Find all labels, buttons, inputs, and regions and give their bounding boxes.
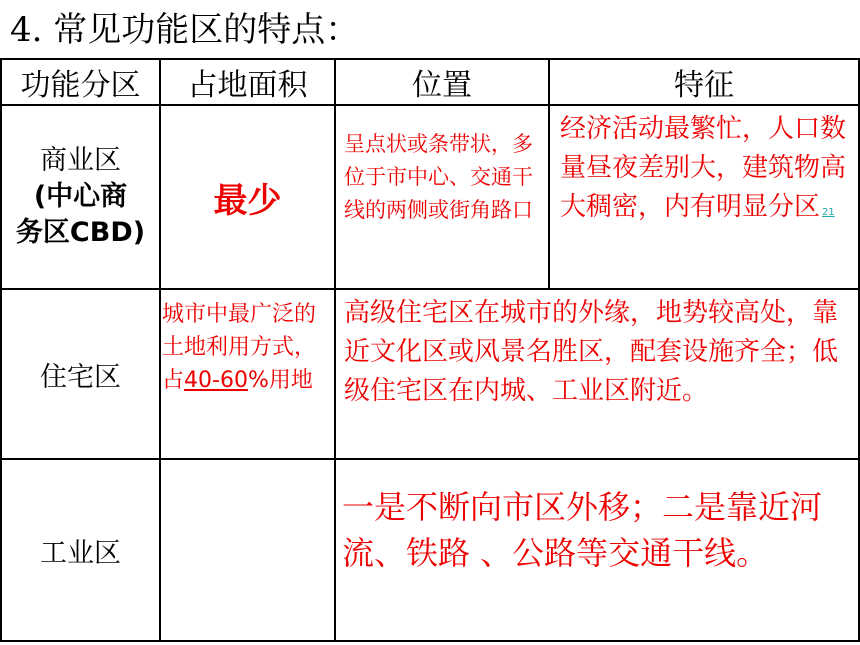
page-title: 4. 常见功能区的特点： (10, 10, 360, 50)
area-residential (162, 298, 333, 450)
location-commercial: 呈点状或条带状，多位于市中心、交通干线的两侧或街角路口 (344, 132, 533, 222)
zone-commercial-line: 商业区 (40, 145, 121, 176)
features-commercial-text: 经济活动最繁忙，人口数量昼夜差别大，建筑物高大稠密，内有明显分区 (560, 114, 847, 222)
zone-commercial (2, 106, 159, 288)
area-commercial: 最少 (213, 180, 282, 221)
header-area: 占地面积 (187, 68, 308, 103)
features-commercial (560, 110, 856, 286)
area-residential-suffix: %用地 (247, 368, 313, 393)
table-col-divider (334, 58, 336, 642)
footnote-number: 21 (822, 207, 835, 218)
area-residential-text: 城市中最广泛的土地利用方式，占 (162, 302, 317, 393)
features-residential: 高级住宅区在城市的外缘，地势较高处，靠近文化区或风景名胜区，配套设施齐全；低级住宅区在内城、工业区附近。 (344, 298, 839, 406)
area-residential-percent: 40-60 (184, 368, 248, 393)
area-industrial (161, 460, 334, 640)
zone-commercial-line: 务区CBD) (15, 217, 146, 248)
features-industrial: 一是不断向市区外移；二是靠近河流、铁路 、公路等交通干线。 (342, 488, 823, 572)
zone-commercial-line: (中心商 (33, 181, 128, 212)
header-zone: 功能分区 (20, 68, 141, 103)
zone-residential: 住宅区 (40, 361, 121, 393)
header-location: 位置 (412, 68, 472, 103)
table-border-bottom (0, 640, 860, 642)
zone-industrial: 工业区 (40, 537, 121, 569)
header-features: 特征 (674, 68, 734, 103)
